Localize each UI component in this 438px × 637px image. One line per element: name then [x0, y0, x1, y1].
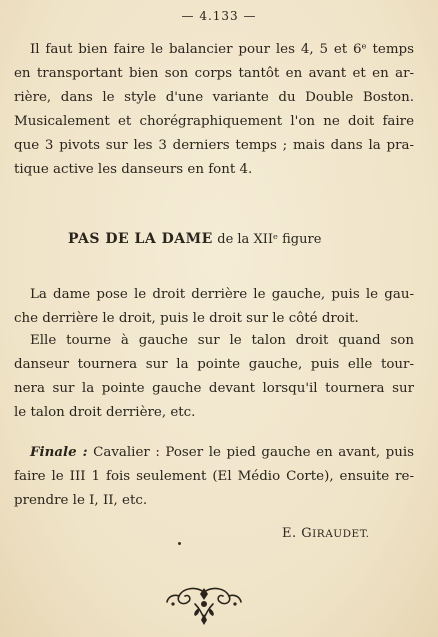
- signature-initial: E. G: [282, 526, 313, 541]
- text-line: prendre le I, II, etc.: [14, 493, 148, 508]
- text-line: La dame pose le droit derrière le gauche, puis le gau-: [30, 287, 414, 302]
- page-number: — 4.133 —: [181, 9, 257, 23]
- paragraph-balancier: [14, 38, 414, 182]
- ink-dot: [178, 542, 181, 545]
- text-line: che derrière le droit, puis le droit sur le côté droit.: [14, 311, 359, 326]
- text-line: Il faut bien faire le balancier pour les 4, 5 et 6ᵉ temps: [30, 42, 414, 57]
- heading-subtitle: de la XIIᵉ figure: [217, 232, 322, 247]
- text-line: nera sur la pointe gauche devant lorsqu'il tournera sur: [14, 381, 414, 396]
- signature-rest: IRAUDET.: [312, 528, 370, 540]
- text-line: que 3 pivots sur les 3 derniers temps ; mais dans la pra-: [14, 138, 414, 153]
- text-line: Elle tourne à gauche sur le talon droit quand son: [30, 333, 414, 348]
- text-line: [14, 440, 414, 465]
- text-line: Musicalement et chorégraphiquement l'on ne doit faire: [14, 114, 414, 129]
- text-line: tique active les danseurs en font 4.: [14, 162, 253, 177]
- text-line: en transportant bien son corps tantôt en avant et en ar-: [14, 66, 414, 81]
- section-heading: [68, 231, 321, 247]
- author-signature: [282, 526, 370, 541]
- text-line: danseur tournera sur la pointe gauche, puis elle tour-: [14, 357, 414, 372]
- finale-text: Cavalier : Poser le pied gauche en avant, puis: [87, 445, 414, 460]
- finale-label: Finale :: [30, 444, 88, 460]
- text-line: le talon droit derrière, etc.: [14, 405, 196, 420]
- paragraph-elle-tourne: [14, 329, 414, 425]
- floral-ornament-icon: [165, 584, 243, 626]
- heading-title: PAS DE LA DAME: [68, 231, 213, 247]
- text-line: rière, dans le style d'une variante du Double Boston.: [14, 90, 414, 105]
- paragraph-dame-pose: [14, 283, 414, 331]
- paragraph-finale: [14, 440, 414, 513]
- text-line: faire le III 1 fois seulement (El Médio Corte), ensuite re-: [14, 469, 414, 484]
